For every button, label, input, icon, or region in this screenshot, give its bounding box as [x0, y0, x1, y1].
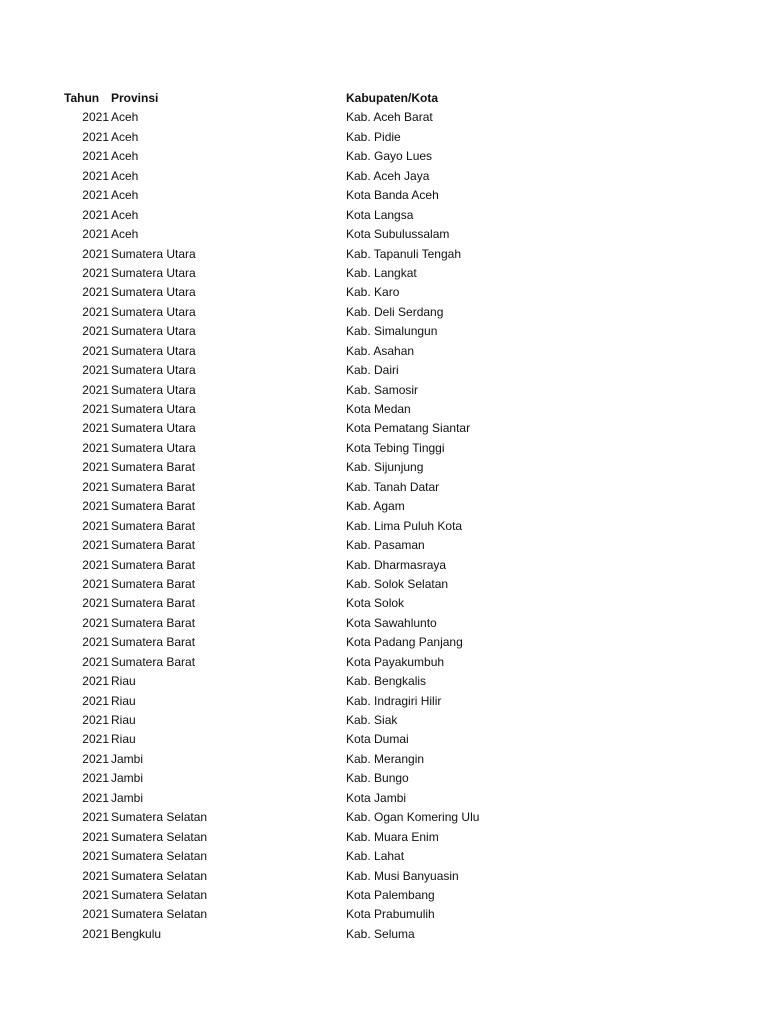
table-row	[0, 692, 768, 711]
cell-tahun: 2021	[82, 790, 109, 805]
cell-kabupaten-kota: Kab. Ogan Komering Ulu	[346, 810, 480, 825]
cell-tahun: 2021	[82, 635, 109, 650]
cell-kabupaten-kota: Kab. Merangin	[346, 751, 425, 766]
cell-kabupaten-kota: Kota Langsa	[346, 207, 414, 222]
cell-provinsi: Sumatera Barat	[111, 460, 196, 475]
cell-kabupaten-kota: Kota Jambi	[346, 790, 407, 805]
cell-tahun: 2021	[82, 246, 109, 261]
cell-kabupaten-kota: Kab. Tapanuli Tengah	[346, 246, 461, 261]
table-row	[0, 905, 768, 924]
cell-tahun: 2021	[82, 518, 109, 533]
cell-provinsi: Aceh	[111, 207, 139, 222]
table-row	[0, 361, 768, 380]
cell-tahun: 2021	[82, 868, 109, 883]
table-row	[0, 322, 768, 341]
cell-kabupaten-kota: Kota Solok	[346, 596, 405, 611]
cell-kabupaten-kota: Kab. Dharmasraya	[346, 557, 447, 572]
cell-provinsi: Sumatera Utara	[111, 265, 196, 280]
cell-tahun: 2021	[82, 557, 109, 572]
cell-tahun: 2021	[82, 751, 109, 766]
header-tahun: Tahun	[64, 91, 100, 105]
table-row	[0, 789, 768, 808]
cell-provinsi: Sumatera Barat	[111, 576, 196, 591]
cell-tahun: 2021	[82, 207, 109, 222]
cell-tahun: 2021	[82, 285, 109, 300]
cell-kabupaten-kota: Kab. Gayo Lues	[346, 149, 433, 164]
cell-tahun: 2021	[82, 460, 109, 475]
cell-provinsi: Aceh	[111, 110, 139, 125]
table-row	[0, 303, 768, 322]
table-header-row	[0, 89, 768, 108]
cell-tahun: 2021	[82, 693, 109, 708]
cell-tahun: 2021	[82, 363, 109, 378]
table-row	[0, 497, 768, 516]
cell-tahun: 2021	[82, 110, 109, 125]
header-kabupaten-kota: Kabupaten/Kota	[346, 91, 439, 105]
table-row	[0, 672, 768, 691]
cell-kabupaten-kota: Kab. Lima Puluh Kota	[346, 518, 463, 533]
cell-provinsi: Sumatera Utara	[111, 285, 196, 300]
cell-provinsi: Sumatera Selatan	[111, 810, 208, 825]
cell-kabupaten-kota: Kab. Dairi	[346, 363, 399, 378]
cell-tahun: 2021	[82, 129, 109, 144]
cell-tahun: 2021	[82, 304, 109, 319]
cell-provinsi: Aceh	[111, 129, 139, 144]
table-row	[0, 245, 768, 264]
cell-provinsi: Aceh	[111, 168, 139, 183]
cell-kabupaten-kota: Kab. Bengkalis	[346, 674, 427, 689]
cell-provinsi: Sumatera Utara	[111, 246, 196, 261]
cell-kabupaten-kota: Kota Payakumbuh	[346, 654, 445, 669]
table-row	[0, 478, 768, 497]
cell-provinsi: Sumatera Barat	[111, 596, 196, 611]
cell-tahun: 2021	[82, 810, 109, 825]
table-row	[0, 614, 768, 633]
cell-provinsi: Jambi	[111, 771, 144, 786]
cell-provinsi: Riau	[111, 674, 136, 689]
header-provinsi: Provinsi	[111, 91, 159, 105]
table-body	[0, 108, 768, 944]
cell-tahun: 2021	[82, 402, 109, 416]
cell-provinsi: Sumatera Selatan	[111, 887, 208, 902]
cell-kabupaten-kota: Kota Pematang Siantar	[346, 421, 471, 436]
cell-kabupaten-kota: Kab. Aceh Jaya	[346, 168, 430, 183]
cell-tahun: 2021	[82, 887, 109, 902]
cell-kabupaten-kota: Kab. Muara Enim	[346, 829, 439, 844]
cell-provinsi: Aceh	[111, 188, 139, 203]
cell-provinsi: Sumatera Utara	[111, 304, 196, 319]
cell-kabupaten-kota: Kab. Agam	[346, 499, 405, 514]
cell-tahun: 2021	[82, 265, 109, 280]
cell-tahun: 2021	[82, 343, 109, 358]
cell-provinsi: Sumatera Barat	[111, 538, 196, 553]
table-row	[0, 808, 768, 827]
cell-kabupaten-kota: Kota Sawahlunto	[346, 615, 437, 630]
cell-provinsi: Jambi	[111, 751, 144, 766]
table-row	[0, 925, 768, 944]
cell-provinsi: Riau	[111, 732, 136, 747]
cell-kabupaten-kota: Kota Medan	[346, 402, 411, 416]
cell-tahun: 2021	[82, 440, 109, 455]
cell-tahun: 2021	[82, 227, 109, 242]
cell-kabupaten-kota: Kota Banda Aceh	[346, 188, 439, 203]
cell-tahun: 2021	[82, 674, 109, 689]
data-table	[0, 89, 768, 944]
cell-kabupaten-kota: Kab. Pasaman	[346, 538, 425, 553]
cell-tahun: 2021	[82, 771, 109, 786]
cell-provinsi: Sumatera Barat	[111, 635, 196, 650]
cell-kabupaten-kota: Kab. Lahat	[346, 849, 405, 864]
table-row	[0, 419, 768, 438]
cell-tahun: 2021	[82, 538, 109, 553]
table-row	[0, 264, 768, 283]
table-row	[0, 225, 768, 244]
table-row	[0, 847, 768, 866]
cell-tahun: 2021	[82, 149, 109, 164]
table-row	[0, 517, 768, 536]
table-row	[0, 167, 768, 186]
table-row	[0, 536, 768, 555]
cell-kabupaten-kota: Kab. Samosir	[346, 382, 419, 397]
cell-provinsi: Sumatera Barat	[111, 479, 196, 494]
table-row	[0, 128, 768, 147]
cell-provinsi: Sumatera Utara	[111, 421, 196, 436]
cell-kabupaten-kota: Kab. Karo	[346, 285, 400, 300]
cell-kabupaten-kota: Kab. Sijunjung	[346, 460, 424, 475]
cell-provinsi: Aceh	[111, 227, 139, 242]
table-row	[0, 653, 768, 672]
table-row	[0, 633, 768, 652]
cell-kabupaten-kota: Kab. Siak	[346, 713, 398, 727]
cell-tahun: 2021	[82, 421, 109, 436]
cell-tahun: 2021	[82, 324, 109, 339]
table-row	[0, 556, 768, 575]
cell-kabupaten-kota: Kab. Musi Banyuasin	[346, 868, 459, 883]
table-row	[0, 283, 768, 302]
table-row	[0, 206, 768, 225]
cell-kabupaten-kota: Kab. Deli Serdang	[346, 304, 444, 319]
cell-tahun: 2021	[82, 713, 109, 727]
cell-provinsi: Sumatera Barat	[111, 615, 196, 630]
cell-tahun: 2021	[82, 907, 109, 922]
cell-provinsi: Sumatera Barat	[111, 518, 196, 533]
table-row	[0, 769, 768, 788]
cell-tahun: 2021	[82, 615, 109, 630]
cell-kabupaten-kota: Kab. Simalungun	[346, 324, 438, 339]
cell-provinsi: Sumatera Selatan	[111, 829, 208, 844]
cell-kabupaten-kota: Kota Prabumulih	[346, 907, 435, 922]
cell-kabupaten-kota: Kab. Bungo	[346, 771, 409, 786]
cell-tahun: 2021	[82, 926, 109, 941]
cell-provinsi: Sumatera Barat	[111, 557, 196, 572]
cell-tahun: 2021	[82, 732, 109, 747]
table-row	[0, 439, 768, 458]
cell-tahun: 2021	[82, 479, 109, 494]
cell-kabupaten-kota: Kota Tebing Tinggi	[346, 440, 445, 455]
cell-provinsi: Aceh	[111, 149, 139, 164]
table-row	[0, 594, 768, 613]
table-row	[0, 828, 768, 847]
table-row	[0, 147, 768, 166]
table-row	[0, 575, 768, 594]
cell-provinsi: Sumatera Selatan	[111, 868, 208, 883]
table-row	[0, 886, 768, 905]
cell-kabupaten-kota: Kab. Pidie	[346, 129, 401, 144]
cell-provinsi: Sumatera Utara	[111, 343, 196, 358]
cell-kabupaten-kota: Kab. Aceh Barat	[346, 110, 433, 125]
table-row	[0, 342, 768, 361]
cell-tahun: 2021	[82, 829, 109, 844]
cell-provinsi: Riau	[111, 693, 136, 708]
cell-kabupaten-kota: Kab. Asahan	[346, 343, 415, 358]
cell-kabupaten-kota: Kota Subulussalam	[346, 227, 450, 242]
table-row	[0, 458, 768, 477]
table-row	[0, 750, 768, 769]
cell-tahun: 2021	[82, 382, 109, 397]
cell-kabupaten-kota: Kab. Tanah Datar	[346, 479, 440, 494]
cell-provinsi: Sumatera Utara	[111, 402, 196, 416]
table-row	[0, 867, 768, 886]
cell-provinsi: Sumatera Utara	[111, 382, 196, 397]
cell-kabupaten-kota: Kab. Solok Selatan	[346, 576, 449, 591]
cell-kabupaten-kota: Kota Padang Panjang	[346, 635, 463, 650]
cell-provinsi: Sumatera Barat	[111, 499, 196, 514]
cell-provinsi: Sumatera Barat	[111, 654, 196, 669]
cell-kabupaten-kota: Kab. Seluma	[346, 926, 415, 941]
table-row	[0, 186, 768, 205]
cell-tahun: 2021	[82, 499, 109, 514]
cell-provinsi: Riau	[111, 713, 136, 727]
cell-tahun: 2021	[82, 168, 109, 183]
table-row	[0, 108, 768, 127]
table-row	[0, 400, 768, 419]
cell-provinsi: Sumatera Utara	[111, 363, 196, 378]
table-row	[0, 711, 768, 730]
cell-provinsi: Sumatera Utara	[111, 440, 196, 455]
cell-kabupaten-kota: Kota Palembang	[346, 887, 435, 902]
cell-tahun: 2021	[82, 654, 109, 669]
cell-kabupaten-kota: Kota Dumai	[346, 732, 409, 747]
table-row	[0, 381, 768, 400]
cell-kabupaten-kota: Kab. Langkat	[346, 265, 417, 280]
cell-tahun: 2021	[82, 596, 109, 611]
cell-provinsi: Bengkulu	[111, 926, 162, 941]
table-row	[0, 730, 768, 749]
cell-tahun: 2021	[82, 849, 109, 864]
cell-provinsi: Sumatera Selatan	[111, 849, 208, 864]
cell-kabupaten-kota: Kab. Indragiri Hilir	[346, 693, 442, 708]
cell-tahun: 2021	[82, 188, 109, 203]
cell-provinsi: Jambi	[111, 790, 144, 805]
cell-provinsi: Sumatera Utara	[111, 324, 196, 339]
cell-tahun: 2021	[82, 576, 109, 591]
cell-provinsi: Sumatera Selatan	[111, 907, 208, 922]
